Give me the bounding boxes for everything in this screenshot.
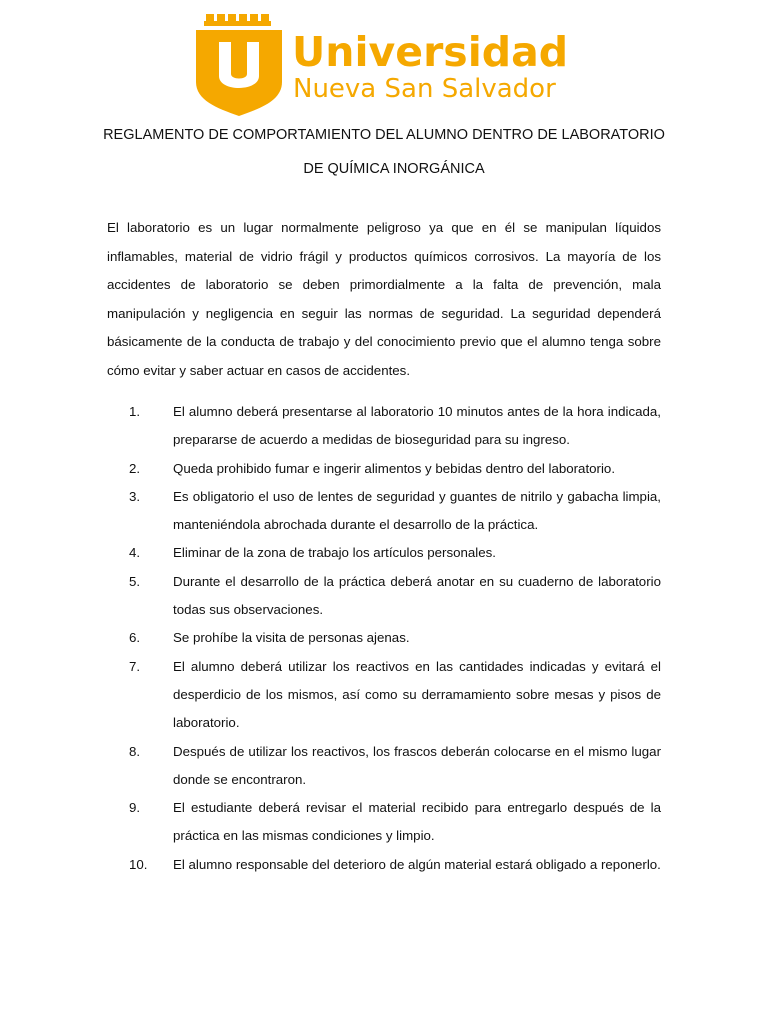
rule-number: 8. xyxy=(129,743,141,759)
rule-item-7 xyxy=(107,653,661,738)
rule-text: Queda prohibido fumar e ingerir alimentos y bebidas dentro del laboratorio. xyxy=(173,460,616,476)
rule-number: 9. xyxy=(129,800,141,816)
document-title-line-1: REGLAMENTO DE COMPORTAMIENTO DEL ALUMNO DENTRO DE LABORATORIO xyxy=(103,127,665,143)
intro-paragraph: El laboratorio es un lugar normalmente peligroso ya que en él se manipulan líquidos inflamables, material de vidrio frágil y productos químicos corrosivos. La mayoría de los accidentes de laboratorio se deben primordialmente a la falta de prevención, mala manipulación y negligencia en seguir las normas de seguridad. La seguridad dependerá básicamente de la conducta de trabajo y del conocimiento previo que el alumno tenga sobre cómo evitar y saber actuar en casos de accidentes. xyxy=(107,220,661,378)
university-logo xyxy=(192,10,592,118)
rule-number: 6. xyxy=(129,630,141,646)
rule-text: Eliminar de la zona de trabajo los artículos personales. xyxy=(173,545,496,561)
rule-text: Después de utilizar los reactivos, los frascos deberán colocarse en el mismo lugar donde se encontraron. xyxy=(173,743,661,787)
rule-number: 1. xyxy=(129,404,141,419)
rule-item-5 xyxy=(107,568,661,625)
rule-item-6 xyxy=(107,624,661,652)
rule-item-9 xyxy=(107,794,661,851)
rule-number: 5. xyxy=(129,573,141,589)
rule-text: El alumno responsable del deterioro de algún material estará obligado a reponerlo. xyxy=(173,856,661,872)
rule-text: Se prohíbe la visita de personas ajenas. xyxy=(173,630,410,646)
rule-number: 4. xyxy=(129,545,141,561)
rule-text: El alumno deberá utilizar los reactivos en las cantidades indicadas y evitará el desperdicio de los mismos, así como su derramamiento sobre mesas y pisos de laboratorio. xyxy=(173,658,661,731)
rule-item-1 xyxy=(107,398,661,455)
logo-university-name: Universidad xyxy=(292,28,569,76)
rules-list xyxy=(107,398,661,879)
rule-item-10 xyxy=(107,851,661,879)
rule-item-4 xyxy=(107,539,661,567)
rule-item-3 xyxy=(107,483,661,540)
rule-text: El estudiante deberá revisar el material recibido para entregarlo después de la práctica en las mismas condiciones y limpio. xyxy=(173,800,661,844)
rule-text: El alumno deberá presentarse al laboratorio 10 minutos antes de la hora indicada, prepararse de acuerdo a medidas de bioseguridad para su ingreso. xyxy=(173,404,661,448)
university-shield-crown-icon xyxy=(192,10,288,118)
rule-number: 10. xyxy=(129,856,148,872)
rule-item-8 xyxy=(107,738,661,795)
logo-university-subtitle: Nueva San Salvador xyxy=(293,74,556,104)
rule-number: 3. xyxy=(129,488,141,504)
document-title-line-2: DE QUÍMICA INORGÁNICA xyxy=(303,161,485,177)
rule-text: Es obligatorio el uso de lentes de seguridad y guantes de nitrilo y gabacha limpia, manteniéndola abrochada durante el desarrollo de la práctica. xyxy=(173,488,661,533)
rule-number: 2. xyxy=(129,460,141,476)
rule-item-2 xyxy=(107,455,661,483)
rule-text: Durante el desarrollo de la práctica deberá anotar en su cuaderno de laboratorio todas sus observaciones. xyxy=(173,573,661,618)
rule-number: 7. xyxy=(129,658,141,674)
